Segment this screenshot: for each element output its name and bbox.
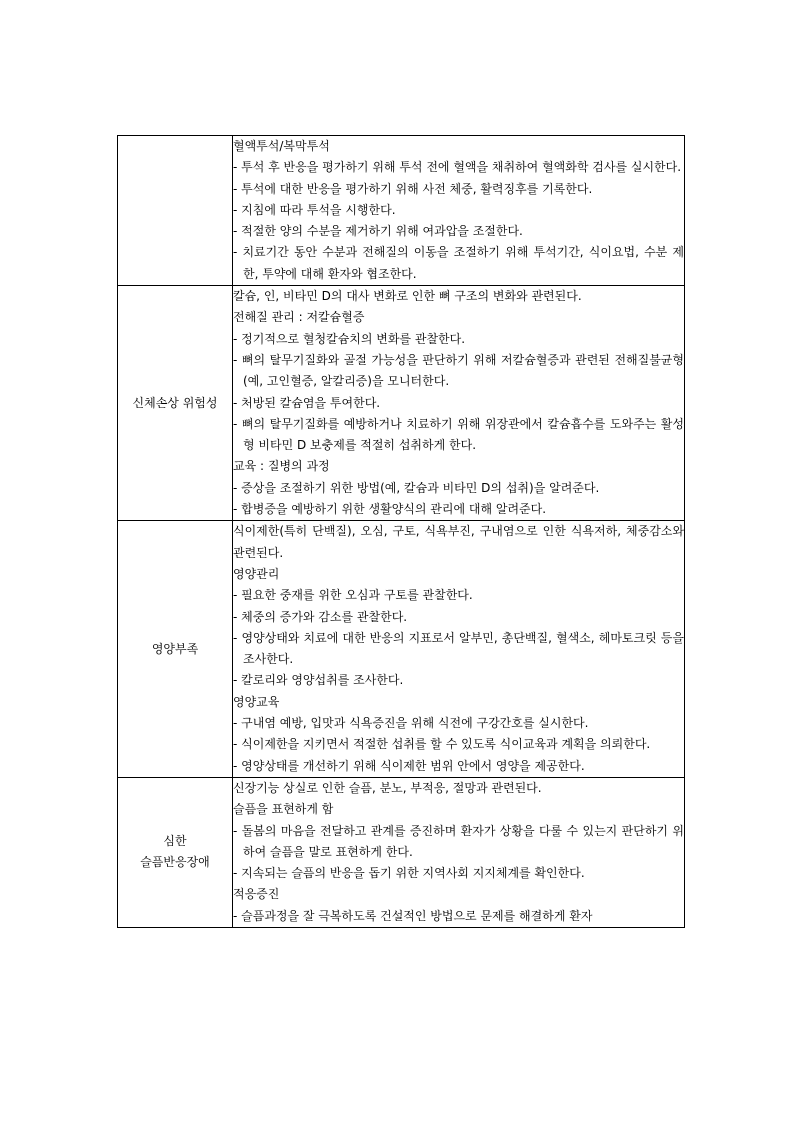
intervention-cell (233, 777, 685, 927)
section-heading: 슬픔을 표현하게 함 (233, 802, 334, 817)
section-heading: 혈액투석/복막투석 (233, 139, 330, 153)
intervention-item: - 합병증을 예방하기 위한 생활양식의 관리에 대해 알려준다. (233, 502, 547, 517)
section-heading: 영양관리 (233, 566, 280, 581)
table-row (118, 777, 685, 927)
section-heading: 칼슘, 인, 비타민 D의 대사 변화로 인한 뼈 구조의 변화와 관련된다. (233, 289, 582, 304)
category-label: 신체손상 위험성 (132, 395, 218, 410)
intervention-item: - 영양상태와 치료에 대한 반응의 지표로서 알부민, 총단백질, 혈색소, 헤마토크릿 등을 조사한다. (233, 630, 684, 667)
intervention-item: - 영양상태를 개선하기 위해 식이제한 범위 안에서 영양을 제공한다. (233, 758, 585, 773)
intervention-item: - 구내염 예방, 입맛과 식욕증진을 위해 식전에 구강간호를 실시한다. (233, 716, 589, 731)
intervention-item: - 투석 후 반응을 평가하기 위해 투석 전에 혈액을 채취하여 혈액화학 검사를 실시한다. (233, 160, 682, 175)
section-heading: 전해질 관리 : 저칼슘혈증 (233, 310, 365, 325)
intervention-cell (233, 286, 685, 521)
intervention-item: - 증상을 조절하기 위한 방법(예, 칼슘과 비타민 D의 섭취)을 알려준다. (233, 480, 600, 495)
category-label: 영양부족 (151, 641, 199, 656)
intervention-item: - 뼈의 탈무기질화와 골절 가능성을 판단하기 위해 저칼슘혈증과 관련된 전해질불균형(예, 고인혈증, 알칼리증)을 모니터한다. (233, 352, 684, 389)
category-label: 심한 (163, 834, 187, 849)
intervention-cell (233, 521, 685, 778)
section-heading: 영양교육 (233, 694, 280, 709)
intervention-item: - 적절한 양의 수분을 제거하기 위해 여과압을 조절한다. (233, 224, 523, 239)
intervention-item: - 돌봄의 마음을 전달하고 관계를 증진하며 환자가 상황을 다룰 수 있는지 판단하기 위하여 슬픔을 말로 표현하게 한다. (233, 823, 684, 859)
intervention-item: - 식이제한을 지키면서 적절한 섭취를 할 수 있도록 식이교육과 계획을 의뢰한다. (233, 737, 651, 752)
table-row (118, 286, 685, 521)
category-cell (118, 777, 233, 927)
section-heading: 식이제한(특히 단백질), 오심, 구토, 식욕부진, 구내염으로 인한 식욕저하, 체중감소와 관련된다. (233, 524, 684, 560)
category-cell (118, 521, 233, 778)
intervention-item: - 지속되는 슬픔의 반응을 돕기 위한 지역사회 지지체계를 확인한다. (233, 866, 585, 881)
intervention-item: - 체중의 증가와 감소를 관찰한다. (233, 609, 408, 624)
section-heading: 신장기능 상실로 인한 슬픔, 분노, 부적응, 절망과 관련된다. (233, 780, 542, 795)
nursing-care-table (117, 135, 685, 928)
category-cell (118, 136, 233, 286)
intervention-item: - 치료기간 동안 수분과 전해질의 이동을 조절하기 위해 투석기간, 식이요법, 수분 제한, 투약에 대해 환자와 협조한다. (233, 245, 684, 281)
category-label: 슬픔반응장애 (140, 855, 210, 870)
table-row (118, 521, 685, 778)
category-cell (118, 286, 233, 521)
intervention-cell (233, 136, 685, 286)
intervention-item: - 슬픔과정을 잘 극복하도록 건설적인 방법으로 문제를 해결하게 환자 (233, 908, 593, 923)
care-table-body (118, 136, 685, 928)
table-row (118, 136, 685, 286)
section-heading: 적응증진 (233, 887, 280, 902)
intervention-item: - 필요한 중재를 위한 오심과 구토를 관찰한다. (233, 588, 473, 603)
intervention-item: - 지침에 따라 투석을 시행한다. (233, 202, 396, 217)
intervention-item: - 투석에 대한 반응을 평가하기 위해 사전 체중, 활력징후를 기록한다. (233, 181, 593, 196)
intervention-item: - 칼로리와 영양섭취를 조사한다. (233, 673, 404, 688)
intervention-item: - 처방된 칼슘염을 투여한다. (233, 395, 381, 410)
intervention-item: - 정기적으로 혈청칼슘치의 변화를 관찰한다. (233, 331, 466, 346)
section-heading: 교육 : 질병의 과정 (233, 459, 330, 474)
intervention-item: - 뼈의 탈무기질화를 예방하거나 치료하기 위해 위장관에서 칼슘흡수를 도와주는 활성형 비타민 D 보충제를 적절히 섭취하게 한다. (233, 416, 684, 453)
